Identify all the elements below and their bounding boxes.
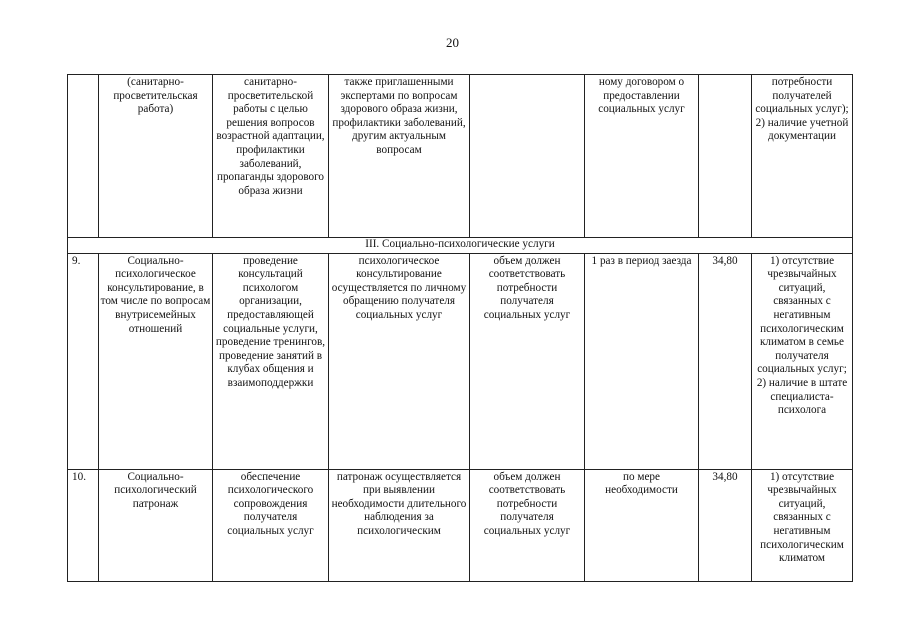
cell-service-description: патронаж осуществляется при выявлении необходимости длительного наблюдения за психологическим [329,469,470,581]
cell-num: 9. [68,253,99,469]
cell-service-name: Социально-психологический патронаж [99,469,213,581]
table-row [68,469,853,581]
cell-service-content: санитарно-просветительской работы с целью решения вопросов возрастной адаптации, профилактики заболеваний, пропаганды здорового образа жизни [213,75,329,238]
cell-service-conditions: 1) отсутствие чрезвычайных ситуаций, связанных с негативным психологическим климатом [752,469,853,581]
cell-service-conditions: 1) отсутствие чрезвычайных ситуаций, связанных с негативным психологическим климатом в семье получателя социальных услуг; 2) наличие в штате специалиста-психолога [752,253,853,469]
cell-service-description: также приглашенными экспертами по вопросам здорового образа жизни, профилактики заболеваний, другим актуальным вопросам [329,75,470,238]
cell-num: 10. [68,469,99,581]
cell-service-volume [470,75,585,238]
cell-service-price: 34,80 [699,469,752,581]
cell-service-term: по мере необходимости [585,469,699,581]
services-table [67,74,853,582]
table-row [68,253,853,469]
table-row-continuation [68,75,853,238]
page-number: 20 [446,35,459,50]
cell-service-term: 1 раз в период заезда [585,253,699,469]
section-header-row [68,238,853,254]
cell-service-conditions: потребности получателей социальных услуг); 2) наличие учетной документации [752,75,853,238]
cell-num [68,75,99,238]
section-title: III. Социально-психологические услуги [68,238,853,254]
cell-service-term: ному договором о предоставлении социальных услуг [585,75,699,238]
cell-service-content: проведение консультаций психологом организации, предоставляющей социальные услуги, проведение тренингов, проведение занятий в клубах общения и взаимоподдержки [213,253,329,469]
cell-service-volume: объем должен соответствовать потребности получателя социальных услуг [470,469,585,581]
cell-service-content: обеспечение психологического сопровождения получателя социальных услуг [213,469,329,581]
cell-service-name: (санитарно-просветительская работа) [99,75,213,238]
cell-service-price: 34,80 [699,253,752,469]
cell-service-name: Социально-психологическое консультирование, в том числе по вопросам внутрисемейных отношений [99,253,213,469]
cell-service-description: психологическое консультирование осуществляется по личному обращению получателя социальных услуг [329,253,470,469]
cell-service-price [699,75,752,238]
cell-service-volume: объем должен соответствовать потребности получателя социальных услуг [470,253,585,469]
